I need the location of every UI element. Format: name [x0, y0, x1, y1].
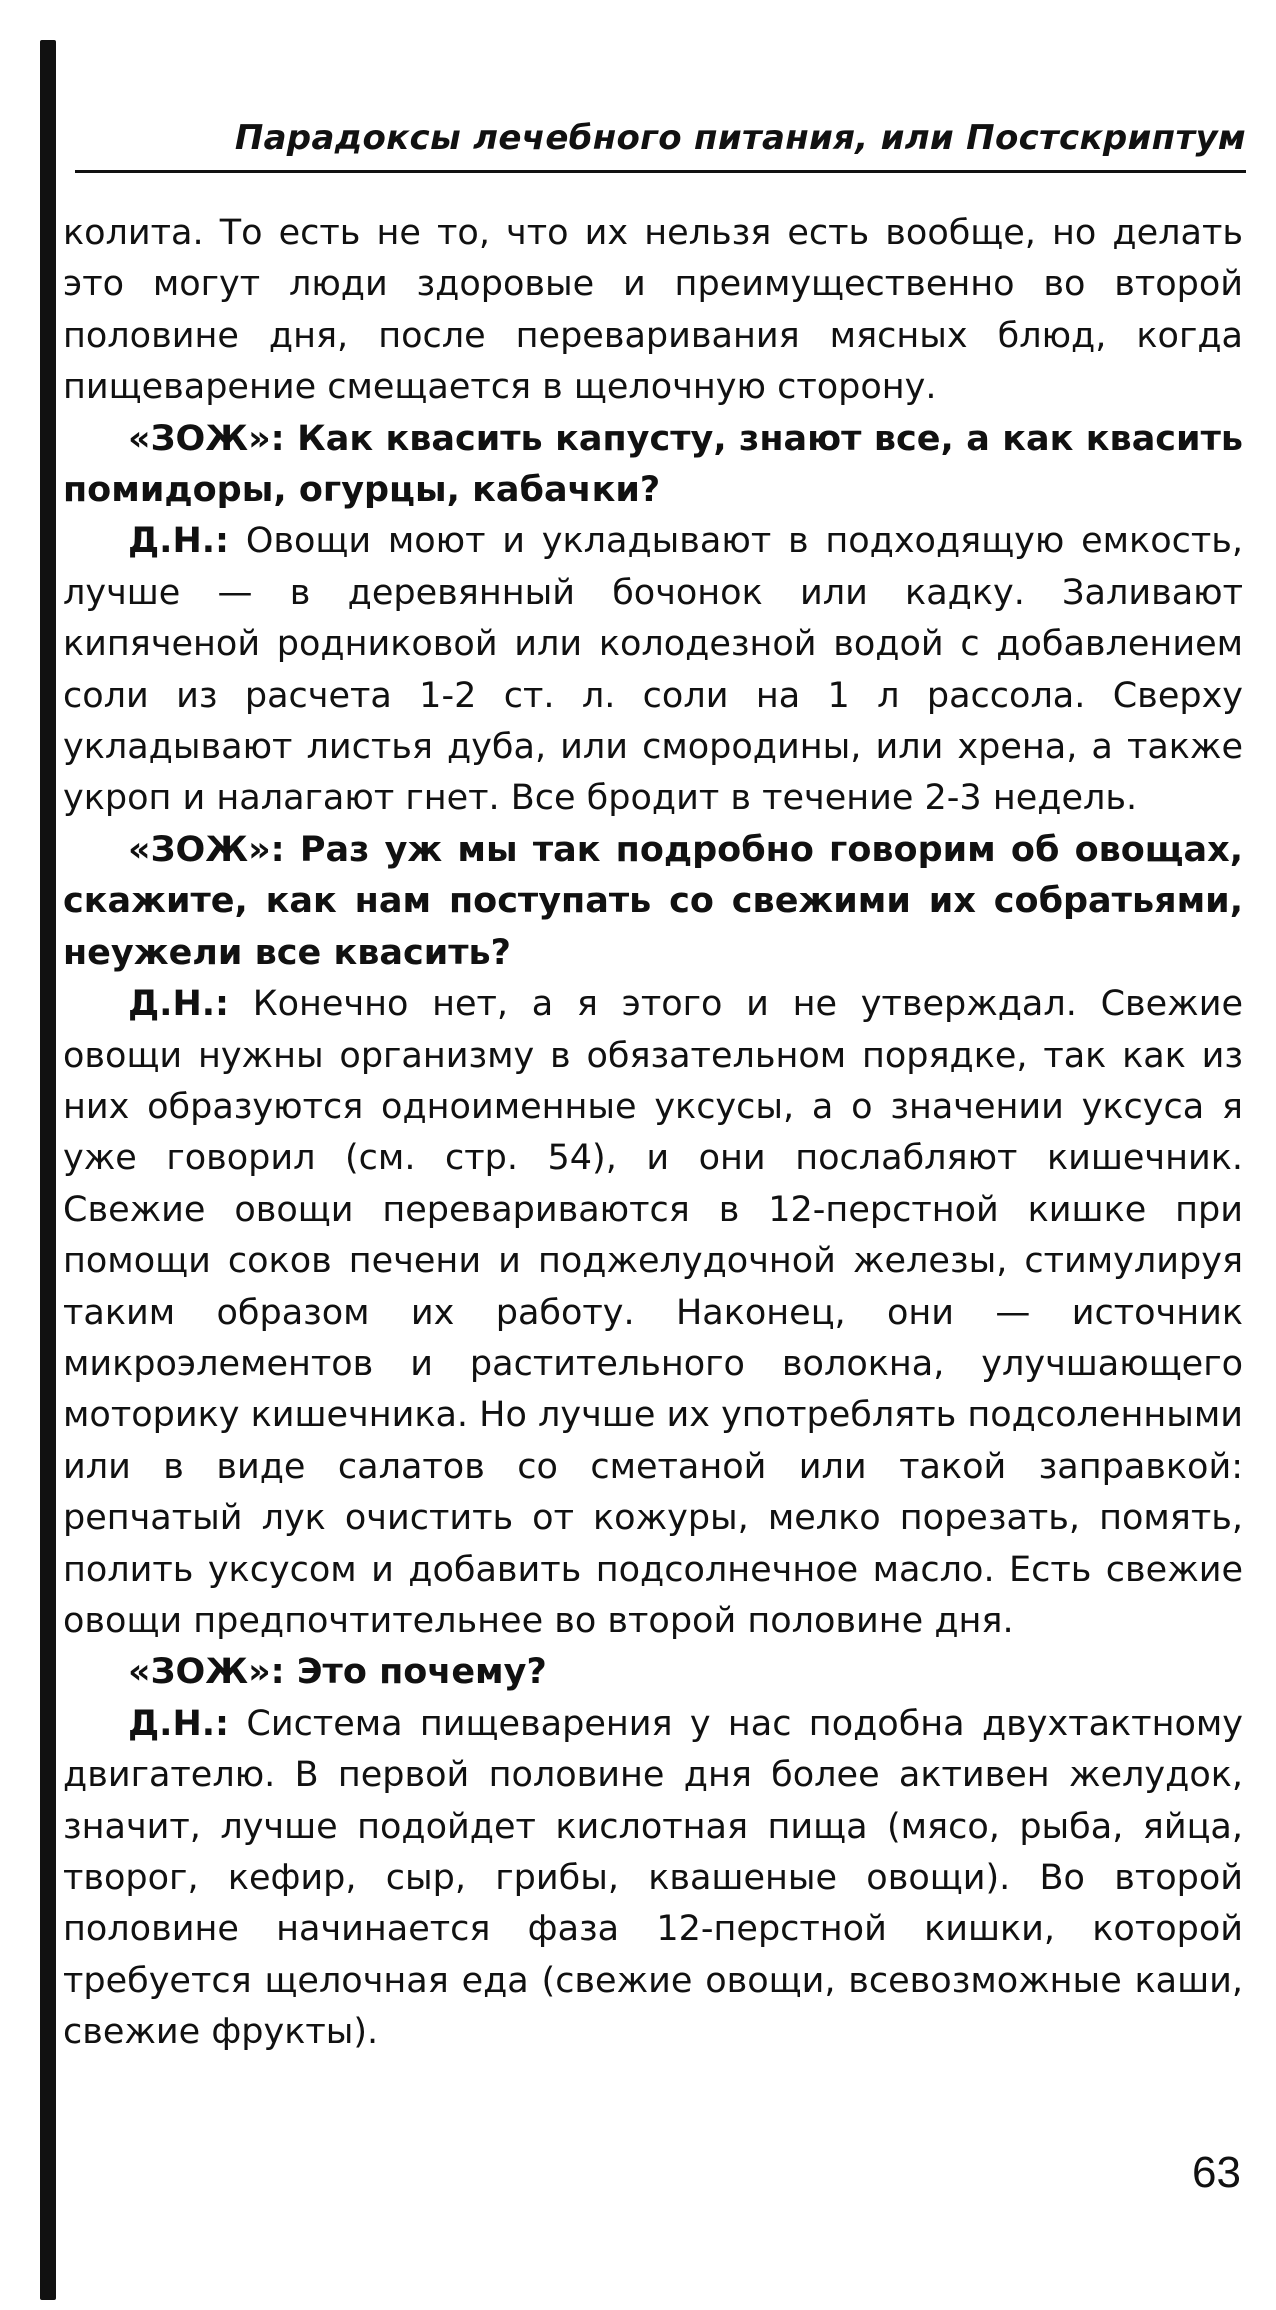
paragraph-continuation: колита. То есть не то, что их нельзя есть вообще, но делать это могут люди здоровые и преимущественно во второй половине дня, после переваривания мясных блюд, когда пищеварение смещается в щелочную сторону.	[63, 213, 1243, 408]
answer-speaker: Д.Н.:	[128, 1703, 230, 1744]
interview-answer-3	[63, 1699, 1243, 2059]
article-body	[63, 208, 1243, 2059]
interview-answer-1	[63, 516, 1243, 824]
interview-question-2: «ЗОЖ»: Раз уж мы так подробно говорим об овощах, скажите, как нам поступать со свежими их собратьями, неужели все квасить?	[63, 829, 1243, 973]
answer-text: Конечно нет, а я этого и не утверждал. Свежие овощи нужны организму в обязательном порядке, так как из них образуются одноименные уксусы, а о значении уксуса я уже говорил (см. стр. 54), и они послабляют кишечник. Свежие овощи перевариваются в 12-перстной кишке при помощи соков печени и поджелудочной железы, стимулируя таким образом их работу. Наконец, они — источник микроэлементов и растительного волокна, улучшающего моторику кишечника. Но лучше их употреблять подсоленными или в виде салатов со сметаной или такой заправкой: репчатый лук очистить от кожуры, мелко порезать, помять, полить уксусом и добавить подсолнечное масло. Есть свежие овощи предпочтительнее во второй половине дня.	[63, 984, 1243, 1641]
answer-speaker: Д.Н.:	[128, 984, 230, 1025]
page-header	[75, 108, 1246, 173]
answer-speaker: Д.Н.:	[128, 521, 230, 562]
page-number: 63	[1192, 2148, 1241, 2197]
page-binding-edge	[40, 40, 56, 2300]
interview-question-3: «ЗОЖ»: Это почему?	[128, 1652, 547, 1693]
running-title: Парадоксы лечебного питания, или Постскриптум	[234, 118, 1246, 158]
answer-text: Система пищеварения у нас подобна двухтактному двигателю. В первой половине дня более активен желудок, значит, лучше подойдет кислотная пища (мясо, рыба, яйца, творог, кефир, сыр, грибы, квашеные овощи). Во второй половине начинается фаза 12-перстной кишки, которой требуется щелочная еда (свежие овощи, всевозможные каши, свежие фрукты).	[63, 1703, 1243, 2053]
interview-question-1: «ЗОЖ»: Как квасить капусту, знают все, а как квасить помидоры, огурцы, кабачки?	[63, 418, 1243, 511]
interview-answer-2	[63, 979, 1243, 1647]
answer-text: Овощи моют и укладывают в подходящую емкость, лучше — в деревянный бочонок или кадку. Заливают кипяченой родниковой или колодезной водой с добавлением соли из расчета 1-2 ст. л. соли на 1 л рассола. Сверху укладывают листья дуба, или смородины, или хрена, а также укроп и налагают гнет. Все бродит в течение 2-3 недель.	[63, 521, 1243, 819]
